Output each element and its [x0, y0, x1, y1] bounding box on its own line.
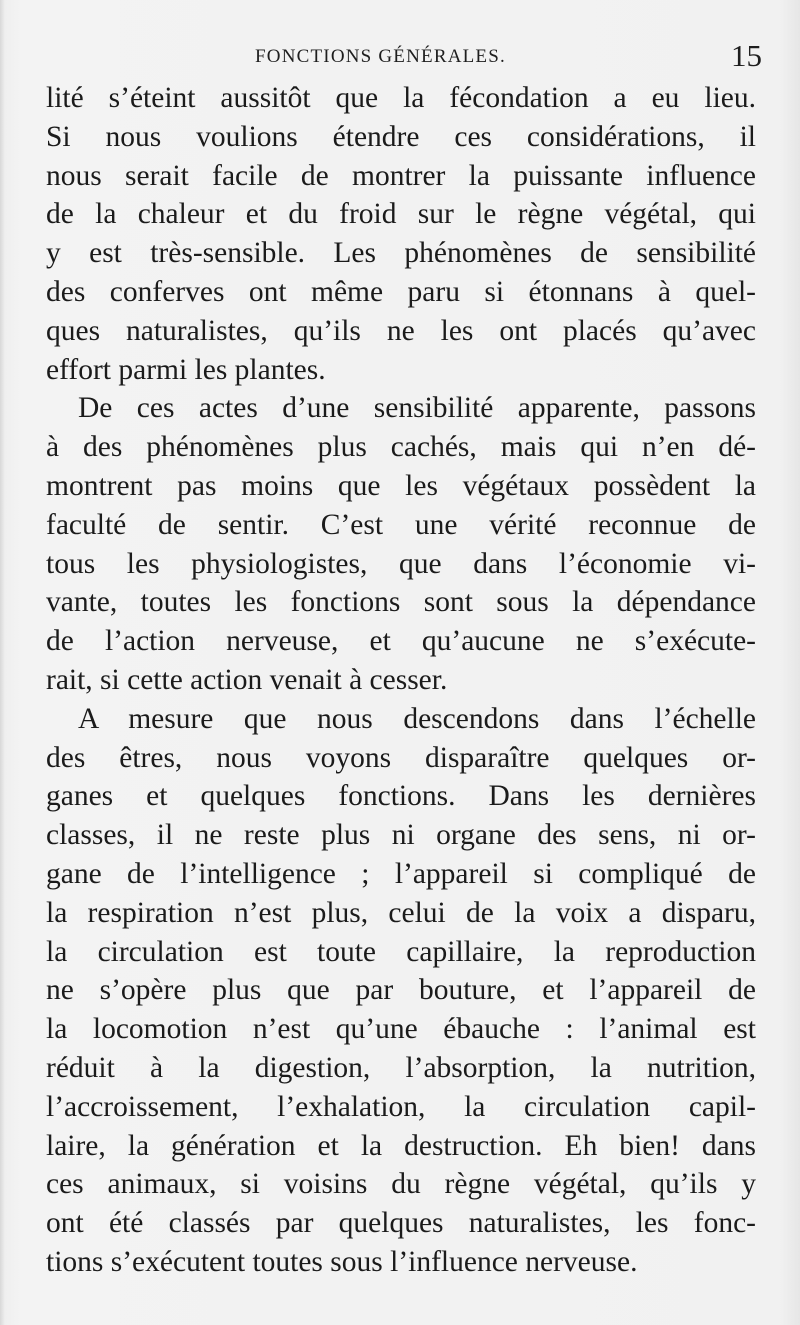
paragraph	[46, 700, 756, 1282]
running-head: FONCTIONS GÉNÉRALES.	[255, 46, 506, 67]
text-line: laire, la génération et la destruction. Eh bien! dans	[46, 1129, 756, 1162]
text-line: des êtres, nous voyons disparaître quelques or-	[46, 741, 756, 774]
paragraph	[46, 389, 756, 699]
text-line: la circulation est toute capillaire, la reproduction	[46, 935, 756, 968]
text-line: A mesure que nous descendons dans l’échelle	[78, 702, 756, 735]
text-line: la respiration n’est plus, celui de la voix a disparu,	[46, 896, 756, 929]
paragraph	[46, 79, 756, 389]
body-text	[46, 79, 756, 1282]
text-line: rait, si cette action venait à cesser.	[46, 663, 448, 696]
page-number: 15	[731, 38, 762, 73]
text-line: lité s’éteint aussitôt que la fécondation a eu lieu.	[46, 82, 756, 114]
text-line: de l’action nerveuse, et qu’aucune ne s’exécute-	[46, 625, 756, 658]
text-line: tions s’exécutent toutes sous l’influence nerveuse.	[46, 1245, 638, 1278]
text-line: à des phénomènes plus cachés, mais qui n’en dé-	[46, 431, 756, 464]
text-line: faculté de sentir. C’est une vérité reconnue de	[46, 508, 756, 541]
text-line: de la chaleur et du froid sur le règne végétal, qui	[46, 198, 756, 231]
text-line: montrent pas moins que les végétaux possèdent la	[46, 469, 756, 502]
text-line: nous serait facile de montrer la puissante influence	[46, 159, 756, 192]
text-line: gane de l’intelligence ; l’appareil si compliqué de	[46, 857, 756, 890]
text-line: ganes et quelques fonctions. Dans les dernières	[46, 780, 756, 813]
text-line: vante, toutes les fonctions sont sous la dépendance	[46, 586, 756, 619]
text-line: réduit à la digestion, l’absorption, la nutrition,	[46, 1051, 756, 1084]
text-line: ces animaux, si voisins du règne végétal, qu’ils y	[46, 1168, 756, 1201]
text-line: y est très-sensible. Les phénomènes de sensibilité	[46, 237, 756, 270]
text-line: ne s’opère plus que par bouture, et l’appareil de	[46, 974, 756, 1007]
text-line: ques naturalistes, qu’ils ne les ont placés qu’avec	[46, 314, 756, 347]
text-line: tous les physiologistes, que dans l’économie vi-	[46, 547, 756, 580]
text-line: la locomotion n’est qu’une ébauche : l’animal est	[46, 1013, 756, 1046]
text-line: des conferves ont même paru si étonnans à quel-	[46, 275, 756, 308]
text-line: Si nous voulions étendre ces considérations, il	[46, 120, 756, 153]
text-line: classes, il ne reste plus ni organe des sens, ni or-	[46, 819, 756, 852]
page-header	[0, 38, 800, 78]
text-line: De ces actes d’une sensibilité apparente, passons	[78, 392, 756, 425]
text-line: ont été classés par quelques naturalistes, les fonc-	[46, 1207, 756, 1240]
text-line: effort parmi les plantes.	[46, 353, 326, 386]
text-line: l’accroissement, l’exhalation, la circulation capil-	[46, 1090, 756, 1123]
